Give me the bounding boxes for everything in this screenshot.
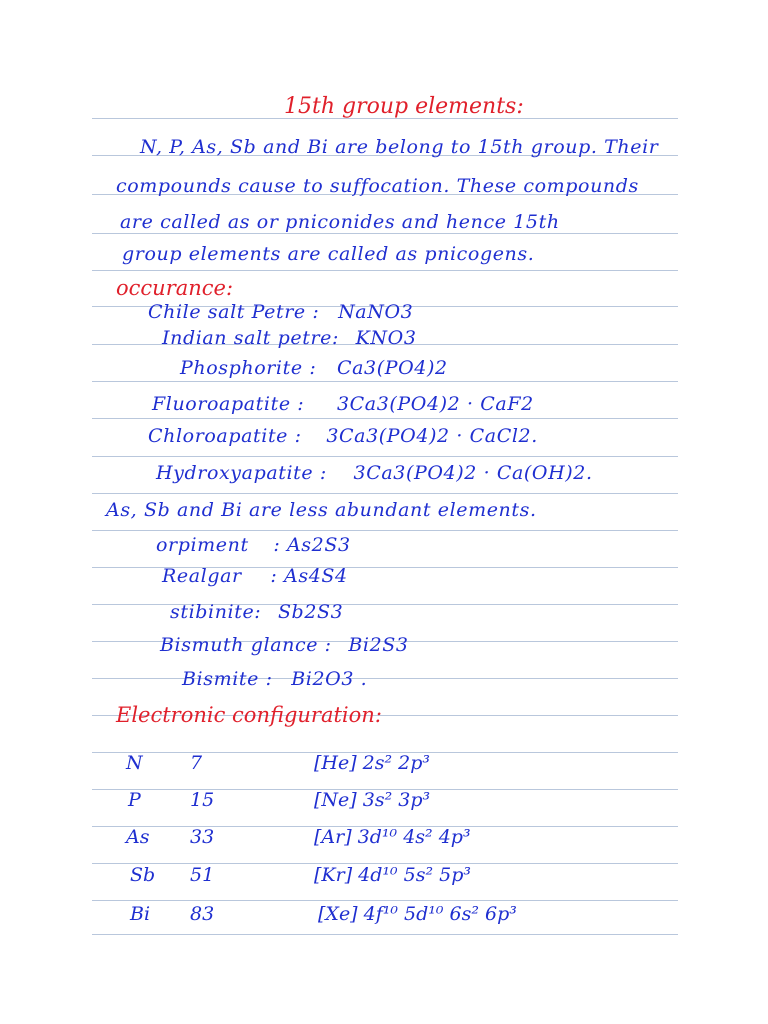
mineral-name: Fluoroapatite :: [152, 393, 305, 415]
mineral-formula: 3Ca3(PO4)2 · Ca(OH)2.: [353, 462, 593, 484]
ore-formula: Bi2O3 .: [291, 668, 368, 690]
mineral-formula: KNO3: [355, 327, 417, 349]
ore-name: Bismuth glance :: [160, 634, 332, 656]
ore-name: Realgar: [162, 565, 242, 587]
rule-line: [92, 456, 678, 457]
page-title: 15th group elements:: [284, 94, 524, 119]
intro-line-2: compounds cause to suffocation. These compounds: [116, 175, 639, 197]
intro-line-3: are called as or pniconides and hence 15th: [120, 211, 560, 233]
ore-formula: Sb2S3: [277, 601, 344, 623]
ore-name: Bismite :: [182, 668, 273, 690]
less-abundant-note: As, Sb and Bi are less abundant elements.: [106, 499, 537, 521]
occurrence-item: [156, 462, 593, 484]
element-symbol: Sb: [130, 864, 156, 886]
electron-config: [He] 2s² 2p³: [314, 752, 431, 774]
atomic-number: 7: [190, 752, 203, 774]
mineral-name: Chile salt Petre :: [148, 301, 320, 323]
mineral-formula: Ca3(PO4)2: [336, 357, 448, 379]
occurrence-item: [162, 327, 417, 349]
mineral-name: Phosphorite :: [180, 357, 317, 379]
occurrence-item: [180, 357, 448, 379]
electron-config: [Xe] 4f¹⁰ 5d¹⁰ 6s² 6p³: [318, 903, 517, 925]
element-symbol: As: [126, 826, 150, 848]
occurrence-heading: occurance:: [116, 276, 234, 300]
rule-line: [92, 233, 678, 234]
mineral-name: Chloroapatite :: [148, 425, 302, 447]
element-symbol: P: [128, 789, 141, 811]
mineral-formula: 3Ca3(PO4)2 · CaF2: [336, 393, 534, 415]
config-row: [0, 903, 768, 943]
intro-line-1: N, P, As, Sb and Bi are belong to 15th group. Their: [140, 136, 659, 158]
config-row: [0, 826, 768, 866]
ore-formula: Bi2S3: [348, 634, 409, 656]
config-row: [0, 789, 768, 829]
ore-formula: : As2S3: [273, 534, 351, 556]
occurrence-item: [148, 425, 538, 447]
mineral-name: Indian salt petre:: [162, 327, 339, 349]
element-symbol: N: [126, 752, 143, 774]
ore-item: [156, 534, 351, 556]
occurrence-item: [152, 393, 534, 415]
rule-line: [92, 493, 678, 494]
rule-line: [92, 270, 678, 271]
rule-line: [92, 381, 678, 382]
mineral-formula: 3Ca3(PO4)2 · CaCl2.: [326, 425, 538, 447]
rule-line: [92, 530, 678, 531]
atomic-number: 15: [190, 789, 215, 811]
ore-formula: : As4S4: [270, 565, 348, 587]
rule-line: [92, 678, 678, 679]
ore-item: [160, 634, 409, 656]
intro-line-4: group elements are called as pnicogens.: [122, 243, 535, 265]
element-symbol: Bi: [130, 903, 151, 925]
ore-name: orpiment: [156, 534, 249, 556]
mineral-name: Hydroxyapatite :: [156, 462, 327, 484]
atomic-number: 33: [190, 826, 215, 848]
ore-name: stibinite:: [170, 601, 262, 623]
ore-item: [162, 565, 348, 587]
atomic-number: 51: [190, 864, 215, 886]
electron-config: [Ne] 3s² 3p³: [314, 789, 431, 811]
mineral-formula: NaNO3: [338, 301, 414, 323]
config-row: [0, 752, 768, 792]
ore-item: [170, 601, 343, 623]
occurrence-item: [148, 301, 413, 323]
configuration-heading: Electronic configuration:: [116, 703, 382, 727]
electron-config: [Ar] 3d¹⁰ 4s² 4p³: [314, 826, 471, 848]
config-row: [0, 864, 768, 904]
electron-config: [Kr] 4d¹⁰ 5s² 5p³: [314, 864, 472, 886]
atomic-number: 83: [190, 903, 215, 925]
rule-line: [92, 418, 678, 419]
ore-item: [182, 668, 367, 690]
